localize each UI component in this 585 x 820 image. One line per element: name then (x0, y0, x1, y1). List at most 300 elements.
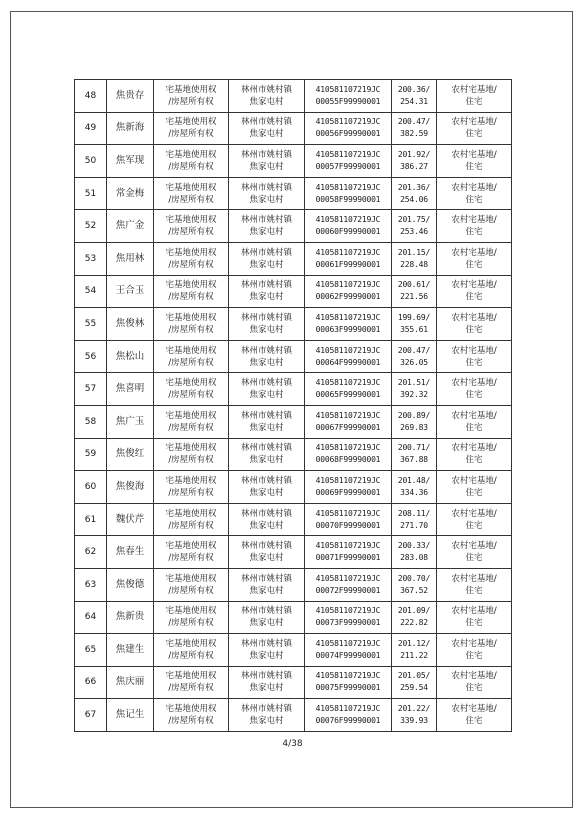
row-number-cell: 61 (75, 503, 107, 536)
unit-code-cell-line: 410581107219JC (315, 443, 381, 453)
land-use-cell-line: 农村宅基地/ (451, 606, 497, 617)
table-row (75, 438, 512, 471)
owner-name-cell: 魏伏芹 (107, 503, 154, 536)
location-cell (229, 177, 305, 210)
unit-code-cell-line: 00062F99990001 (315, 292, 381, 302)
right-type-cell (154, 210, 229, 243)
unit-code-cell (305, 601, 392, 634)
area-cell-line: 382.59 (400, 129, 428, 139)
land-use-cell-line: 农村宅基地/ (451, 280, 497, 291)
unit-code-cell-line: 00071F99990001 (315, 553, 381, 563)
table-row (75, 80, 512, 113)
land-use-cell (437, 503, 512, 536)
right-type-cell (154, 145, 229, 178)
unit-code-cell-line: 00076F99990001 (315, 716, 381, 726)
area-cell-line: 201.15/ (397, 247, 431, 257)
right-type-cell-line: /房屋所有权 (168, 292, 214, 303)
area-cell (392, 340, 437, 373)
location-cell-line: 焦家屯村 (249, 324, 284, 335)
row-number-cell: 55 (75, 308, 107, 341)
unit-code-cell (305, 80, 392, 113)
location-cell-line: 林州市姚村镇 (240, 541, 292, 552)
location-cell (229, 666, 305, 699)
location-cell-line: 林州市姚村镇 (240, 149, 292, 160)
unit-code-cell (305, 471, 392, 504)
right-type-cell (154, 308, 229, 341)
land-use-cell-line: 住宅 (465, 292, 483, 303)
land-use-cell-line: 农村宅基地/ (451, 312, 497, 323)
land-use-cell-line: 农村宅基地/ (451, 84, 497, 95)
land-use-cell-line: 住宅 (465, 520, 483, 531)
row-number-cell: 64 (75, 601, 107, 634)
location-cell-line: 林州市姚村镇 (240, 475, 292, 486)
right-type-cell (154, 177, 229, 210)
area-cell-line: 201.51/ (397, 378, 431, 388)
area-cell (392, 210, 437, 243)
area-cell-line: 254.06 (400, 194, 428, 204)
location-cell (229, 503, 305, 536)
location-cell-line: 焦家屯村 (249, 618, 284, 629)
location-cell-line: 林州市姚村镇 (240, 182, 292, 193)
owner-name-cell: 焦新海 (107, 112, 154, 145)
location-cell-line: 林州市姚村镇 (240, 312, 292, 323)
unit-code-cell-line: 410581107219JC (315, 378, 381, 388)
right-type-cell-line: 宅基地使用权 (165, 378, 217, 389)
location-cell (229, 275, 305, 308)
land-use-cell-line: 住宅 (465, 129, 483, 140)
area-cell (392, 471, 437, 504)
land-use-cell-line: 农村宅基地/ (451, 117, 497, 128)
location-cell (229, 80, 305, 113)
location-cell-line: 林州市姚村镇 (240, 280, 292, 291)
location-cell-line: 焦家屯村 (249, 194, 284, 205)
table-row (75, 471, 512, 504)
right-type-cell-line: 宅基地使用权 (165, 638, 217, 649)
area-cell-line: 201.09/ (397, 606, 431, 616)
unit-code-cell-line: 410581107219JC (315, 410, 381, 420)
right-type-cell (154, 601, 229, 634)
area-cell-line: 201.22/ (397, 704, 431, 714)
land-use-cell-line: 农村宅基地/ (451, 345, 497, 356)
area-cell-line: 392.32 (400, 390, 428, 400)
location-cell-line: 林州市姚村镇 (240, 247, 292, 258)
unit-code-cell (305, 308, 392, 341)
unit-code-cell-line: 00070F99990001 (315, 520, 381, 530)
table-row (75, 373, 512, 406)
unit-code-cell (305, 568, 392, 601)
location-cell (229, 308, 305, 341)
area-cell (392, 275, 437, 308)
land-use-cell (437, 536, 512, 569)
right-type-cell (154, 373, 229, 406)
land-use-cell-line: 农村宅基地/ (451, 182, 497, 193)
land-use-cell-line: 住宅 (465, 716, 483, 727)
location-cell (229, 112, 305, 145)
unit-code-cell-line: 00065F99990001 (315, 390, 381, 400)
right-type-cell-line: 宅基地使用权 (165, 475, 217, 486)
unit-code-cell (305, 177, 392, 210)
table-row (75, 340, 512, 373)
right-type-cell (154, 568, 229, 601)
right-type-cell-line: 宅基地使用权 (165, 182, 217, 193)
right-type-cell-line: 宅基地使用权 (165, 149, 217, 160)
location-cell (229, 568, 305, 601)
location-cell-line: 焦家屯村 (249, 553, 284, 564)
area-cell-line: 253.46 (400, 227, 428, 237)
area-cell-line: 259.54 (400, 683, 428, 693)
land-use-cell (437, 699, 512, 732)
right-type-cell-line: 宅基地使用权 (165, 443, 217, 454)
unit-code-cell-line: 410581107219JC (315, 475, 381, 485)
area-cell (392, 112, 437, 145)
land-use-cell (437, 340, 512, 373)
area-cell (392, 177, 437, 210)
unit-code-cell (305, 405, 392, 438)
right-type-cell-line: /房屋所有权 (168, 553, 214, 564)
unit-code-cell-line: 410581107219JC (315, 312, 381, 322)
page-number: 4/38 (282, 739, 303, 749)
row-number-cell: 56 (75, 340, 107, 373)
land-use-cell-line: 住宅 (465, 259, 483, 270)
location-cell-line: 焦家屯村 (249, 96, 284, 107)
owner-name-cell: 焦春生 (107, 536, 154, 569)
land-use-cell-line: 农村宅基地/ (451, 149, 497, 160)
location-cell-line: 林州市姚村镇 (240, 410, 292, 421)
row-number-cell: 60 (75, 471, 107, 504)
area-cell-line: 200.89/ (397, 410, 431, 420)
unit-code-cell (305, 340, 392, 373)
unit-code-cell-line: 410581107219JC (315, 280, 381, 290)
location-cell (229, 145, 305, 178)
land-use-cell (437, 145, 512, 178)
land-use-cell-line: 住宅 (465, 161, 483, 172)
unit-code-cell-line: 410581107219JC (315, 84, 381, 94)
right-type-cell-line: 宅基地使用权 (165, 508, 217, 519)
location-cell-line: 林州市姚村镇 (240, 378, 292, 389)
land-use-cell (437, 568, 512, 601)
location-cell (229, 536, 305, 569)
unit-code-cell (305, 210, 392, 243)
land-use-cell (437, 438, 512, 471)
right-type-cell-line: /房屋所有权 (168, 487, 214, 498)
area-cell (392, 634, 437, 667)
location-cell-line: 焦家屯村 (249, 487, 284, 498)
right-type-cell (154, 699, 229, 732)
location-cell-line: 林州市姚村镇 (240, 345, 292, 356)
right-type-cell-line: 宅基地使用权 (165, 84, 217, 95)
table-body (75, 80, 512, 732)
land-use-cell (437, 666, 512, 699)
row-number-cell: 59 (75, 438, 107, 471)
location-cell-line: 林州市姚村镇 (240, 215, 292, 226)
location-cell-line: 林州市姚村镇 (240, 508, 292, 519)
right-type-cell-line: /房屋所有权 (168, 324, 214, 335)
right-type-cell-line: /房屋所有权 (168, 585, 214, 596)
property-registry-table (74, 79, 512, 732)
land-use-cell-line: 农村宅基地/ (451, 443, 497, 454)
unit-code-cell-line: 00075F99990001 (315, 683, 381, 693)
land-use-cell-line: 住宅 (465, 194, 483, 205)
right-type-cell-line: /房屋所有权 (168, 455, 214, 466)
owner-name-cell: 焦俊德 (107, 568, 154, 601)
location-cell-line: 焦家屯村 (249, 227, 284, 238)
unit-code-cell-line: 410581107219JC (315, 345, 381, 355)
area-cell-line: 367.52 (400, 585, 428, 595)
unit-code-cell-line: 410581107219JC (315, 573, 381, 583)
area-cell-line: 200.70/ (397, 573, 431, 583)
owner-name-cell: 焦广金 (107, 210, 154, 243)
unit-code-cell-line: 00055F99990001 (315, 96, 381, 106)
location-cell-line: 焦家屯村 (249, 422, 284, 433)
row-number-cell: 50 (75, 145, 107, 178)
table-row (75, 177, 512, 210)
right-type-cell-line: 宅基地使用权 (165, 671, 217, 682)
owner-name-cell: 焦军现 (107, 145, 154, 178)
unit-code-cell (305, 242, 392, 275)
land-use-cell-line: 农村宅基地/ (451, 215, 497, 226)
right-type-cell-line: /房屋所有权 (168, 520, 214, 531)
land-use-cell (437, 634, 512, 667)
area-cell (392, 601, 437, 634)
owner-name-cell: 焦庆丽 (107, 666, 154, 699)
land-use-cell (437, 210, 512, 243)
area-cell (392, 438, 437, 471)
row-number-cell: 48 (75, 80, 107, 113)
land-use-cell-line: 住宅 (465, 585, 483, 596)
right-type-cell-line: 宅基地使用权 (165, 117, 217, 128)
land-use-cell-line: 农村宅基地/ (451, 247, 497, 258)
land-use-cell-line: 住宅 (465, 683, 483, 694)
table-row (75, 145, 512, 178)
unit-code-cell-line: 410581107219JC (315, 215, 381, 225)
unit-code-cell (305, 275, 392, 308)
table-row (75, 210, 512, 243)
unit-code-cell-line: 00067F99990001 (315, 422, 381, 432)
land-use-cell-line: 住宅 (465, 422, 483, 433)
right-type-cell-line: 宅基地使用权 (165, 215, 217, 226)
table-row (75, 568, 512, 601)
area-cell-line: 201.05/ (397, 671, 431, 681)
area-cell-line: 326.05 (400, 357, 428, 367)
unit-code-cell-line: 00061F99990001 (315, 259, 381, 269)
area-cell-line: 200.33/ (397, 541, 431, 551)
right-type-cell-line: /房屋所有权 (168, 161, 214, 172)
unit-code-cell-line: 00056F99990001 (315, 129, 381, 139)
owner-name-cell: 焦记生 (107, 699, 154, 732)
land-use-cell (437, 308, 512, 341)
unit-code-cell (305, 438, 392, 471)
owner-name-cell: 焦喜明 (107, 373, 154, 406)
right-type-cell-line: /房屋所有权 (168, 390, 214, 401)
area-cell (392, 568, 437, 601)
right-type-cell-line: 宅基地使用权 (165, 280, 217, 291)
area-cell (392, 666, 437, 699)
unit-code-cell-line: 410581107219JC (315, 117, 381, 127)
land-use-cell (437, 405, 512, 438)
right-type-cell-line: /房屋所有权 (168, 422, 214, 433)
owner-name-cell: 焦贵存 (107, 80, 154, 113)
land-use-cell (437, 373, 512, 406)
unit-code-cell-line: 00069F99990001 (315, 487, 381, 497)
location-cell-line: 焦家屯村 (249, 161, 284, 172)
area-cell-line: 200.47/ (397, 117, 431, 127)
owner-name-cell: 焦用林 (107, 242, 154, 275)
right-type-cell-line: 宅基地使用权 (165, 606, 217, 617)
location-cell (229, 471, 305, 504)
table-row (75, 699, 512, 732)
location-cell (229, 699, 305, 732)
unit-code-cell (305, 666, 392, 699)
table-row (75, 275, 512, 308)
land-use-cell-line: 农村宅基地/ (451, 541, 497, 552)
area-cell-line: 367.88 (400, 455, 428, 465)
right-type-cell-line: /房屋所有权 (168, 716, 214, 727)
table-row (75, 536, 512, 569)
right-type-cell (154, 275, 229, 308)
area-cell-line: 269.83 (400, 422, 428, 432)
land-use-cell-line: 农村宅基地/ (451, 671, 497, 682)
right-type-cell-line: /房屋所有权 (168, 194, 214, 205)
table-row (75, 112, 512, 145)
area-cell (392, 80, 437, 113)
owner-name-cell: 焦建生 (107, 634, 154, 667)
land-use-cell-line: 住宅 (465, 357, 483, 368)
area-cell-line: 201.36/ (397, 182, 431, 192)
land-use-cell-line: 农村宅基地/ (451, 704, 497, 715)
location-cell-line: 焦家屯村 (249, 390, 284, 401)
unit-code-cell-line: 00058F99990001 (315, 194, 381, 204)
right-type-cell-line: 宅基地使用权 (165, 345, 217, 356)
right-type-cell-line: /房屋所有权 (168, 357, 214, 368)
area-cell (392, 308, 437, 341)
table-row (75, 634, 512, 667)
unit-code-cell-line: 410581107219JC (315, 671, 381, 681)
row-number-cell: 65 (75, 634, 107, 667)
location-cell-line: 焦家屯村 (249, 683, 284, 694)
right-type-cell (154, 242, 229, 275)
land-use-cell (437, 80, 512, 113)
right-type-cell-line: 宅基地使用权 (165, 704, 217, 715)
land-use-cell-line: 住宅 (465, 324, 483, 335)
location-cell-line: 焦家屯村 (249, 455, 284, 466)
land-use-cell-line: 农村宅基地/ (451, 410, 497, 421)
table-row (75, 242, 512, 275)
row-number-cell: 58 (75, 405, 107, 438)
right-type-cell (154, 438, 229, 471)
area-cell-line: 200.71/ (397, 443, 431, 453)
location-cell-line: 焦家屯村 (249, 357, 284, 368)
area-cell-line: 222.82 (400, 618, 428, 628)
land-use-cell-line: 农村宅基地/ (451, 508, 497, 519)
land-use-cell-line: 住宅 (465, 618, 483, 629)
unit-code-cell-line: 00074F99990001 (315, 650, 381, 660)
area-cell (392, 503, 437, 536)
area-cell (392, 699, 437, 732)
right-type-cell (154, 80, 229, 113)
area-cell (392, 405, 437, 438)
location-cell-line: 林州市姚村镇 (240, 443, 292, 454)
location-cell-line: 焦家屯村 (249, 650, 284, 661)
right-type-cell (154, 112, 229, 145)
right-type-cell-line: 宅基地使用权 (165, 573, 217, 584)
location-cell-line: 焦家屯村 (249, 585, 284, 596)
right-type-cell-line: /房屋所有权 (168, 683, 214, 694)
unit-code-cell (305, 503, 392, 536)
right-type-cell-line: /房屋所有权 (168, 650, 214, 661)
row-number-cell: 67 (75, 699, 107, 732)
unit-code-cell-line: 410581107219JC (315, 638, 381, 648)
land-use-cell (437, 242, 512, 275)
unit-code-cell (305, 145, 392, 178)
right-type-cell (154, 536, 229, 569)
row-number-cell: 66 (75, 666, 107, 699)
row-number-cell: 63 (75, 568, 107, 601)
area-cell-line: 211.22 (400, 650, 428, 660)
location-cell (229, 210, 305, 243)
unit-code-cell-line: 410581107219JC (315, 606, 381, 616)
right-type-cell (154, 666, 229, 699)
location-cell (229, 340, 305, 373)
row-number-cell: 62 (75, 536, 107, 569)
right-type-cell-line: /房屋所有权 (168, 129, 214, 140)
land-use-cell-line: 农村宅基地/ (451, 475, 497, 486)
land-use-cell-line: 农村宅基地/ (451, 378, 497, 389)
area-cell (392, 242, 437, 275)
area-cell-line: 254.31 (400, 96, 428, 106)
location-cell-line: 林州市姚村镇 (240, 117, 292, 128)
unit-code-cell-line: 410581107219JC (315, 541, 381, 551)
area-cell-line: 334.36 (400, 487, 428, 497)
land-use-cell-line: 住宅 (465, 455, 483, 466)
right-type-cell-line: 宅基地使用权 (165, 541, 217, 552)
area-cell (392, 145, 437, 178)
row-number-cell: 57 (75, 373, 107, 406)
location-cell-line: 林州市姚村镇 (240, 704, 292, 715)
land-use-cell (437, 112, 512, 145)
right-type-cell-line: /房屋所有权 (168, 259, 214, 270)
unit-code-cell-line: 00057F99990001 (315, 161, 381, 171)
area-cell-line: 271.70 (400, 520, 428, 530)
location-cell (229, 601, 305, 634)
land-use-cell (437, 177, 512, 210)
area-cell (392, 536, 437, 569)
right-type-cell (154, 471, 229, 504)
area-cell-line: 200.61/ (397, 280, 431, 290)
unit-code-cell-line: 00073F99990001 (315, 618, 381, 628)
location-cell-line: 焦家屯村 (249, 292, 284, 303)
owner-name-cell: 焦俊海 (107, 471, 154, 504)
unit-code-cell-line: 410581107219JC (315, 247, 381, 257)
land-use-cell (437, 471, 512, 504)
location-cell-line: 林州市姚村镇 (240, 671, 292, 682)
unit-code-cell-line: 00072F99990001 (315, 585, 381, 595)
row-number-cell: 52 (75, 210, 107, 243)
location-cell-line: 焦家屯村 (249, 259, 284, 270)
land-use-cell-line: 农村宅基地/ (451, 573, 497, 584)
land-use-cell-line: 住宅 (465, 227, 483, 238)
unit-code-cell (305, 699, 392, 732)
area-cell-line: 201.48/ (397, 475, 431, 485)
location-cell (229, 438, 305, 471)
owner-name-cell: 焦广玉 (107, 405, 154, 438)
right-type-cell (154, 405, 229, 438)
unit-code-cell-line: 00068F99990001 (315, 455, 381, 465)
unit-code-cell-line: 00063F99990001 (315, 324, 381, 334)
land-use-cell (437, 275, 512, 308)
location-cell-line: 林州市姚村镇 (240, 606, 292, 617)
location-cell (229, 373, 305, 406)
area-cell-line: 201.12/ (397, 638, 431, 648)
